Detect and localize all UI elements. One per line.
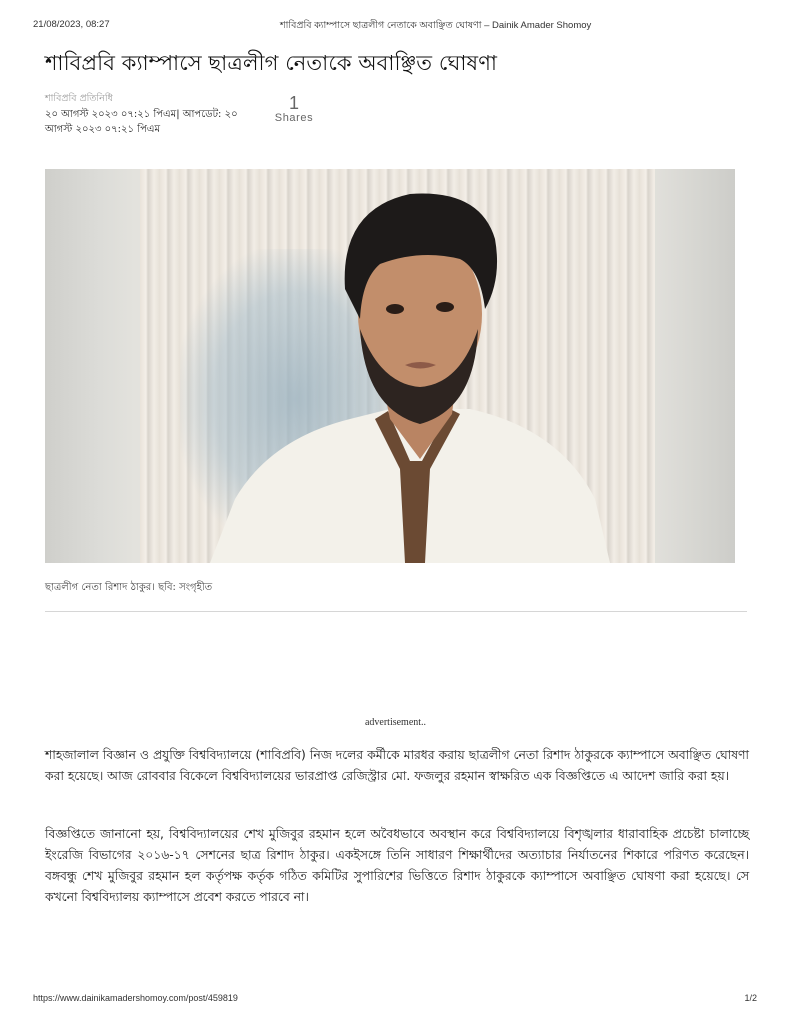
article-byline[interactable]: শাবিপ্রবি প্রতিনিধি (45, 93, 113, 104)
print-header-page-title: শাবিপ্রবি ক্যাম্পাসে ছাত্রলীগ নেতাকে অবাঞ্ছিত ঘোষণা – Dainik Amader Shomoy (280, 20, 592, 31)
advertisement-label: advertisement.. (364, 717, 427, 728)
caption-divider (45, 611, 747, 612)
print-header-datetime: 21/08/2023, 08:27 (33, 19, 110, 30)
left-eye (386, 304, 404, 314)
article-featured-image (45, 169, 735, 563)
date-separator: | (176, 109, 183, 120)
shares-count: 1 (288, 93, 299, 113)
updated-label: আপডেট: (182, 109, 222, 120)
article-paragraph: বিজ্ঞপ্তিতে জানানো হয়, বিশ্ববিদ্যালয়ের শেখ মুজিবুর রহমান হলে অবৈধভাবে অবস্থান করে বিশ্ববিদ্যালয়ে বিশৃঙ্খলার ধারাবাহিক প্রচেষ্টা চালাচ্ছে ইংরেজি বিভাগের ২০১৬-১৭ সেশনের ছাত্র রিশাদ ঠাকুর। একইসঙ্গে তিনি সাধারণ শিক্ষার্থীদের অত্যাচার নির্যাতনের শিকারে পরিণত করেছেন। বঙ্গবন্ধু শেখ মুজিবুর রহমান হল কর্তৃপক্ষ কর্তৃক গঠিত কমিটির সুপারিশের ভিত্তিতে রিশাদ ঠাকুরকে ক্যাম্পাসে অবাঞ্ছিত ঘোষণা করা হয়েছে। সে কখনো বিশ্ববিদ্যালয় ক্যাম্পাসে প্রবেশ করতে পারবে না। (45, 827, 749, 904)
right-eye (436, 302, 454, 312)
print-footer-url[interactable]: https://www.dainikamadershomoy.com/post/459819 (33, 993, 238, 1003)
image-caption: ছাত্রলীগ নেতা রিশাদ ঠাকুর। ছবি: সংগৃহীত (45, 582, 213, 593)
article-dates (45, 107, 265, 137)
portrait-illustration (140, 169, 655, 563)
featured-photo (140, 169, 655, 563)
shares-label: Shares (274, 112, 314, 124)
article-paragraph: শাহজালাল বিজ্ঞান ও প্রযুক্তি বিশ্ববিদ্যালয়ে (শাবিপ্রবি) নিজ দলের কর্মীকে মারধর করায় ছাত্রলীগ নেতা রিশাদ ঠাকুরকে ক্যাম্পাসে অবাঞ্ছিত ঘোষণা করা হয়েছে। আজ রোববার বিকেলে বিশ্ববিদ্যালয়ের ভারপ্রাপ্ত রেজিস্ট্রার মো. ফজলুর রহমান স্বাক্ষরিত এক বিজ্ঞপ্তিতে এ আদেশ জারি করা হয়। (45, 748, 749, 783)
published-date: ২০ আগস্ট ২০২৩ ০৭:২১ পিএম (45, 109, 177, 120)
article-headline: শাবিপ্রবি ক্যাম্পাসে ছাত্রলীগ নেতাকে অবাঞ্ছিত ঘোষণা (45, 51, 498, 75)
shares-counter[interactable] (268, 94, 320, 124)
print-footer-page-number: 1/2 (744, 993, 757, 1003)
updated-date: ২০ আগস্ট ২০২৩ ০৭:২১ পিএম (45, 109, 238, 135)
